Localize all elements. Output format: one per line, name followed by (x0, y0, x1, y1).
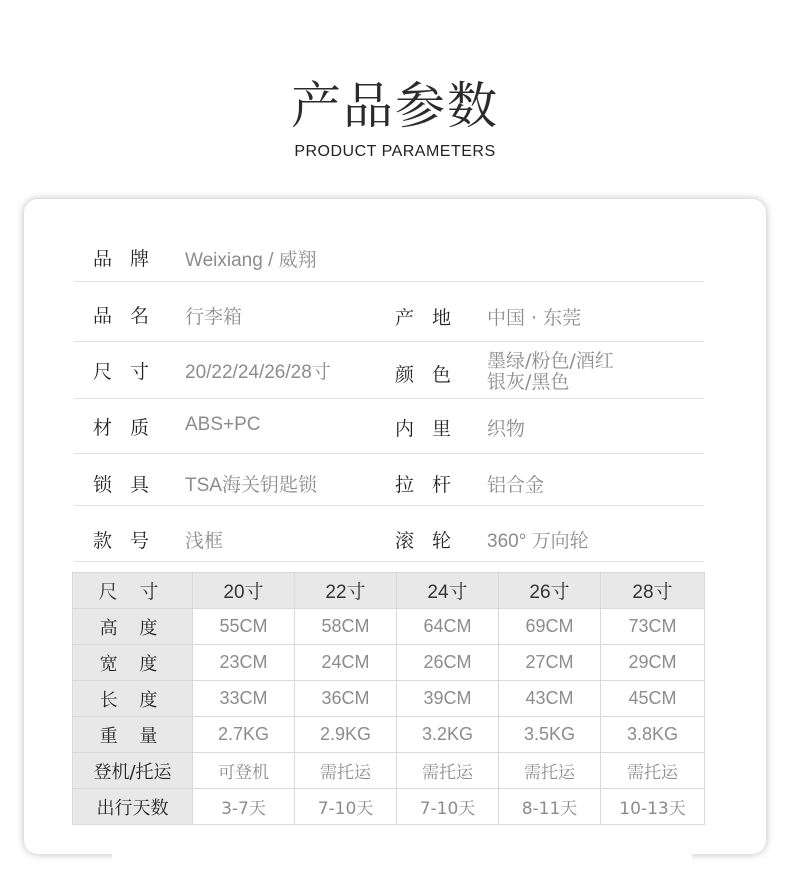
brand-label: 品 牌 (93, 248, 156, 270)
table-row (73, 789, 705, 825)
handle-value: 铝合金 (487, 474, 545, 496)
origin-label: 产 地 (395, 307, 458, 329)
table-cell: 需托运 (601, 753, 705, 789)
table-header-row (73, 573, 705, 609)
origin-value: 中国 · 东莞 (487, 307, 582, 329)
table-header-cell: 20寸 (193, 573, 295, 609)
table-cell: 36CM (295, 681, 397, 717)
table-cell: 7-10天 (295, 789, 397, 825)
table-cell: 55CM (193, 609, 295, 645)
material-value: ABS+PC (185, 414, 261, 435)
table-cell: 2.7KG (193, 717, 295, 753)
lining-value: 织物 (487, 418, 526, 440)
color-value-line1: 墨绿/粉色/酒红 (487, 350, 614, 372)
table-row (73, 717, 705, 753)
lock-value: TSA海关钥匙锁 (185, 475, 317, 496)
card-bottom-gap (112, 852, 692, 869)
table-cell: 需托运 (397, 753, 499, 789)
row-label: 登机/托运 (73, 753, 193, 789)
table-cell: 69CM (499, 609, 601, 645)
table-cell: 58CM (295, 609, 397, 645)
lock-label: 锁 具 (93, 474, 156, 496)
table-cell: 3.5KG (499, 717, 601, 753)
table-row (73, 609, 705, 645)
divider (74, 505, 704, 506)
wheel-value: 360° 万向轮 (487, 531, 589, 552)
table-header-cell: 24寸 (397, 573, 499, 609)
size-label: 尺 寸 (93, 361, 156, 383)
divider (74, 281, 704, 282)
page-subtitle: PRODUCT PARAMETERS (294, 143, 496, 160)
divider (74, 398, 704, 399)
table-cell: 73CM (601, 609, 705, 645)
brand-value: Weixiang / 威翔 (185, 250, 317, 271)
table-cell: 可登机 (193, 753, 295, 789)
page-title: 产品参数 (291, 77, 499, 135)
table-header-cell: 26寸 (499, 573, 601, 609)
size-value: 20/22/24/26/28寸 (185, 362, 331, 383)
name-value: 行李箱 (185, 306, 243, 328)
wheel-label: 滚 轮 (395, 530, 458, 552)
table-cell: 3.2KG (397, 717, 499, 753)
table-cell: 3-7天 (193, 789, 295, 825)
table-row (73, 645, 705, 681)
divider (74, 341, 704, 342)
color-label: 颜 色 (395, 364, 458, 386)
row-label: 长 度 (73, 681, 193, 717)
table-cell: 24CM (295, 645, 397, 681)
table-cell: 27CM (499, 645, 601, 681)
lining-label: 内 里 (395, 418, 458, 440)
color-value (487, 351, 614, 393)
row-label: 宽 度 (73, 645, 193, 681)
table-cell: 33CM (193, 681, 295, 717)
table-cell: 26CM (397, 645, 499, 681)
name-label: 品 名 (93, 305, 156, 327)
model-value: 浅框 (185, 530, 224, 552)
table-cell: 43CM (499, 681, 601, 717)
handle-label: 拉 杆 (395, 474, 458, 496)
table-cell: 需托运 (499, 753, 601, 789)
table-cell: 8-11天 (499, 789, 601, 825)
table-row (73, 753, 705, 789)
table-cell: 64CM (397, 609, 499, 645)
table-row (73, 681, 705, 717)
divider (74, 561, 704, 562)
material-label: 材 质 (93, 417, 156, 439)
table-cell: 23CM (193, 645, 295, 681)
color-value-line2: 银灰/黑色 (487, 371, 570, 393)
table-header-cell: 22寸 (295, 573, 397, 609)
table-header-cell: 28寸 (601, 573, 705, 609)
model-label: 款 号 (93, 530, 156, 552)
row-label: 出行天数 (73, 789, 193, 825)
table-cell: 29CM (601, 645, 705, 681)
size-table (72, 572, 705, 825)
divider (74, 453, 704, 454)
table-cell: 10-13天 (601, 789, 705, 825)
table-header-cell: 尺 寸 (73, 573, 193, 609)
table-cell: 39CM (397, 681, 499, 717)
row-label: 重 量 (73, 717, 193, 753)
table-cell: 需托运 (295, 753, 397, 789)
table-cell: 3.8KG (601, 717, 705, 753)
table-cell: 7-10天 (397, 789, 499, 825)
table-cell: 2.9KG (295, 717, 397, 753)
table-cell: 45CM (601, 681, 705, 717)
row-label: 高 度 (73, 609, 193, 645)
